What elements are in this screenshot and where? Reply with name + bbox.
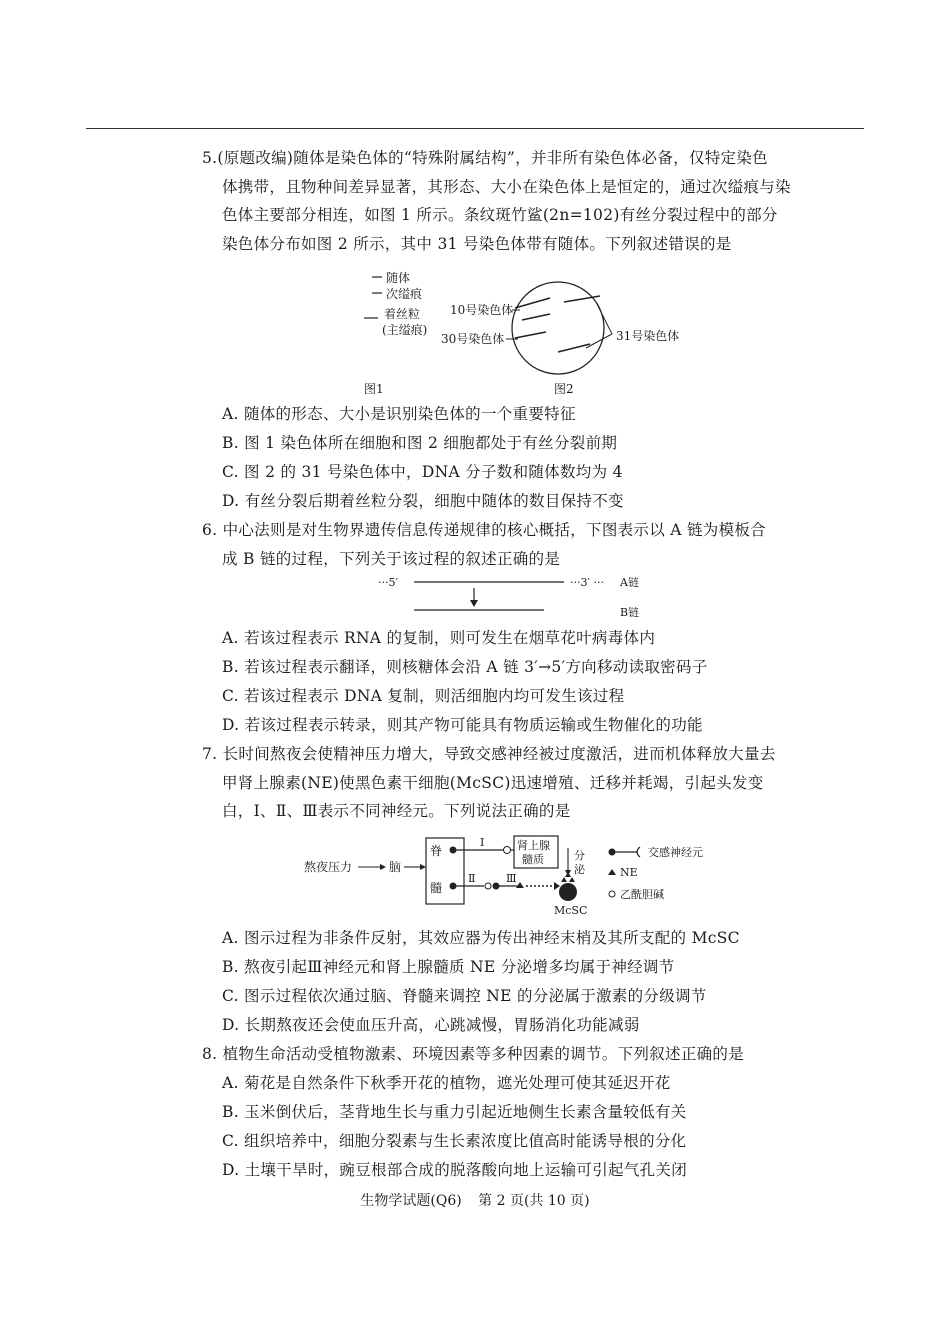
q5-line: 5.(原题改编)随体是染色体的“特殊附属结构”，并非所有染色体必备，仅特定染色 — [202, 149, 768, 167]
question-6-stem — [202, 516, 802, 573]
footer-title: 生物学试题(Q6) — [360, 1193, 462, 1209]
strand-b-label: B链 — [620, 606, 640, 619]
label-brain: 脑 — [389, 860, 402, 874]
q5-option-a: A. 随体的形态、大小是识别染色体的一个重要特征 — [222, 405, 576, 423]
figure-q5 — [350, 262, 710, 402]
label-neuron-3: Ⅲ — [506, 872, 517, 885]
q8-option-c: C. 组织培养中，细胞分裂素与生长素浓度比值高时能诱导根的分化 — [222, 1132, 687, 1150]
label-mcsc: McSC — [554, 904, 588, 917]
q6-option-b: B. 若该过程表示翻译，则核糖体会沿 A 链 3′→5′方向移动读取密码子 — [222, 658, 708, 676]
q7-option-b: B. 熬夜引起Ⅲ神经元和肾上腺髓质 NE 分泌增多均属于神经调节 — [222, 958, 675, 976]
question-8-stem — [202, 1040, 802, 1069]
q8-option-b: B. 玉米倒伏后，茎背地生长与重力引起近地侧生长素含量较低有关 — [222, 1103, 687, 1121]
label-adrenal-2: 髓质 — [522, 853, 544, 866]
q7-line: 白，Ⅰ、Ⅱ、Ⅲ表示不同神经元。下列说法正确的是 — [222, 802, 571, 820]
q7-option-d: D. 长期熬夜还会使血压升高，心跳减慢，胃肠消化功能减弱 — [222, 1016, 640, 1034]
q6-line: 6. 中心法则是对生物界遗传信息传递规律的核心概括，下图表示以 A 链为模板合 — [202, 521, 766, 539]
q7-line: 甲肾上腺素(NE)使黑色素干细胞(McSC)迅速增殖、迁移并耗竭，引起头发变 — [222, 773, 764, 792]
label-neuron-2: Ⅱ — [468, 872, 476, 885]
figure-q7 — [298, 828, 738, 920]
question-7-stem — [202, 740, 802, 826]
q5-option-d: D. 有丝分裂后期着丝粒分裂，细胞中随体的数目保持不变 — [222, 492, 624, 510]
strand-a-left-end: ···5′ — [378, 576, 398, 589]
fig2-label-30: 30号染色体 — [441, 332, 505, 346]
chromosome-31-b — [558, 344, 590, 352]
q8-option-a: A. 菊花是自然条件下秋季开花的植物，遮光处理可使其延迟开花 — [222, 1074, 671, 1092]
q5-option-c: C. 图 2 的 31 号染色体中，DNA 分子数和随体数均为 4 — [222, 463, 623, 481]
arrow-head — [470, 600, 478, 607]
label-spine-bottom: 髓 — [430, 881, 443, 895]
label-secrete-1: 分 — [574, 849, 585, 862]
q5-line: 体携带，且物种间差异显著，其形态、大小在染色体上是恒定的，通过次缢痕与染 — [222, 177, 791, 196]
q7-line: 7. 长时间熬夜会使精神压力增大，导致交感神经被过度激活，进而机体释放大量去 — [202, 745, 776, 763]
top-rule — [86, 128, 864, 129]
fig2-label-31: 31号染色体 — [616, 329, 680, 343]
fig2-caption: 图2 — [554, 382, 574, 396]
q8-line: 8. 植物生命活动受植物激素、环境因素等多种因素的调节。下列叙述正确的是 — [202, 1045, 745, 1063]
fig1-caption: 图1 — [364, 382, 384, 396]
chromosome-10-b — [522, 314, 550, 320]
q7-option-c: C. 图示过程依次通过脑、脊髓来调控 NE 的分泌属于激素的分级调节 — [222, 987, 707, 1005]
question-5-stem — [202, 144, 802, 258]
label-spine-top: 脊 — [430, 844, 443, 858]
q5-option-b: B. 图 1 染色体所在细胞和图 2 细胞都处于有丝分裂前期 — [222, 434, 618, 452]
q5-line: 色体主要部分相连，如图 1 所示。条纹斑竹鲨(2n=102)有丝分裂过程中的部分 — [222, 206, 778, 224]
cell-circle — [512, 282, 604, 374]
q6-option-a: A. 若该过程表示 RNA 的复制，则可发生在烟草花叶病毒体内 — [222, 629, 656, 647]
q5-line: 染色体分布如图 2 所示，其中 31 号染色体带有随体。下列叙述错误的是 — [222, 234, 732, 253]
chromosome-30 — [515, 332, 546, 338]
label-adrenal-1: 肾上腺 — [517, 839, 550, 852]
label-neuron-1: Ⅰ — [480, 836, 485, 849]
legend-ne: NE — [620, 866, 638, 879]
figure-2 — [441, 282, 679, 396]
strand-a-right-end: ···3′ ··· — [570, 576, 604, 589]
label-stimulus: 熬夜压力 — [304, 860, 353, 874]
fig2-label-10: 10号染色体 — [450, 303, 514, 317]
label-secrete-2: 泌 — [574, 863, 585, 876]
q7-option-a: A. 图示过程为非条件反射，其效应器为传出神经末梢及其所支配的 McSC — [222, 929, 740, 947]
chromosome-10 — [515, 298, 550, 308]
fig1-label-centromere: 着丝粒 — [384, 307, 421, 321]
q8-option-d: D. 土壤干旱时，豌豆根部合成的脱落酸向地上运输可引起气孔关闭 — [222, 1161, 688, 1179]
legend-neuron: 交感神经元 — [648, 846, 703, 859]
q6-option-c: C. 若该过程表示 DNA 复制，则活细胞内均可发生该过程 — [222, 687, 625, 705]
page-footer — [0, 1190, 950, 1210]
figure-1 — [364, 270, 427, 396]
figure-q6 — [370, 570, 660, 622]
footer-page-number: 第 2 页(共 10 页) — [478, 1193, 590, 1209]
legend-acetylcholine: 乙酰胆碱 — [620, 888, 664, 901]
q6-line: 成 B 链的过程，下列关于该过程的叙述正确的是 — [222, 549, 561, 568]
fig1-label-primary-constriction: (主缢痕) — [382, 323, 428, 337]
fig1-label-secondary-constriction: 次缢痕 — [386, 287, 423, 301]
mcsc-cell — [559, 883, 577, 901]
fig1-label-satellite: 随体 — [386, 271, 411, 285]
strand-a-label: A链 — [620, 576, 639, 589]
q6-option-d: D. 若该过程表示转录，则其产物可能具有物质运输或生物催化的功能 — [222, 716, 703, 734]
